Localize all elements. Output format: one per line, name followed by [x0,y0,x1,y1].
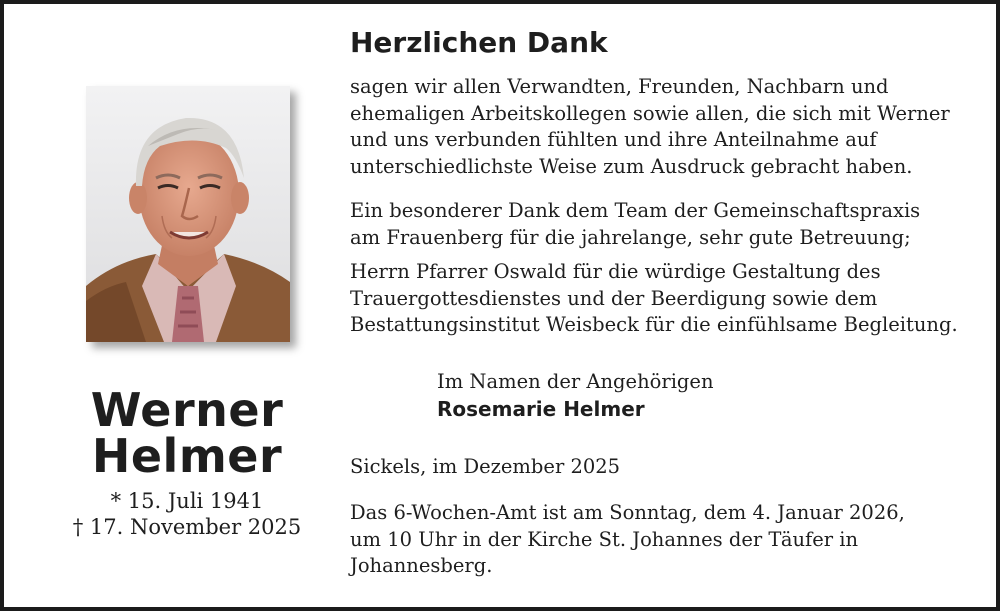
paragraph-line: Trauergottesdienstes und der Beerdigung sowie dem [350,286,878,310]
paragraph-line: Das 6-Wochen-Amt ist am Sonntag, dem 4. Januar 2026, [350,501,905,524]
signature-intro: Im Namen der Angehörigen [437,370,714,393]
paragraph-line: Bestattungsinstitut Weisbeck für die einfühlsame Begleitung. [350,313,958,336]
thanks-paragraph [350,74,990,180]
practice-thanks-paragraph [350,198,990,251]
paragraph-line: Johannesberg. [350,554,493,577]
paragraph-line: sagen wir allen Verwandten, Freunden, Nachbarn und [350,75,889,98]
deceased-first-name: Werner [90,383,284,437]
birth-date: * 15. Juli 1941 [110,489,264,513]
paragraph-line: ehemaligen Arbeitskollegen sowie allen, die sich mit Werner [350,101,950,125]
paragraph-line: um 10 Uhr in der Kirche St. Johannes der Täufer in [350,527,859,551]
signature-name: Rosemarie Helmer [437,397,645,421]
paragraph-line: am Frauenberg für die jahrelange, sehr gute Betreuung; [350,225,911,249]
portrait-photo [86,86,290,342]
pastor-thanks-paragraph [350,259,990,339]
paragraph-line: unterschiedlichste Weise zum Ausdruck gebracht haben. [350,154,913,178]
paragraph-line: Herrn Pfarrer Oswald für die würdige Gestaltung des [350,260,881,283]
portrait-image [86,86,290,342]
paragraph-line: Ein besonderer Dank dem Team der Gemeinschaftspraxis [350,199,921,222]
place-and-date: Sickels, im Dezember 2025 [350,455,621,478]
death-date: † 17. November 2025 [72,515,302,539]
paragraph-line: und uns verbunden fühlten und ihre Anteilnahme auf [350,128,877,151]
notice-heading: Herzlichen Dank [350,26,608,59]
memorial-mass-paragraph [350,500,990,580]
deceased-last-name: Helmer [91,429,283,483]
